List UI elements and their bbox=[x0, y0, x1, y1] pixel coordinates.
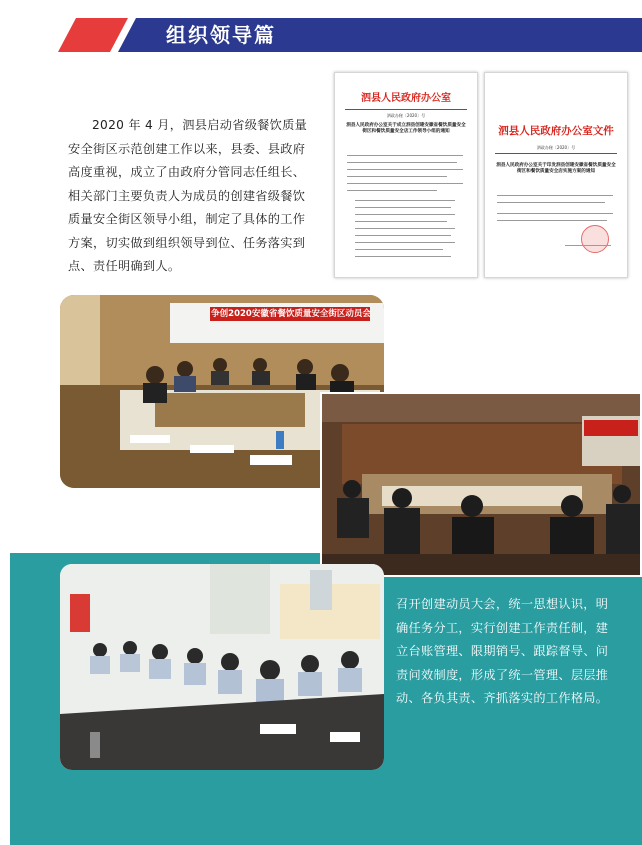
document-thumbnail-1 bbox=[334, 72, 478, 278]
meeting-photo-3-illustration bbox=[60, 564, 384, 770]
document-2-header: 泗县人民政府办公室文件 bbox=[498, 125, 614, 137]
document-thumbnail-2 bbox=[484, 72, 628, 278]
document-2-subject: 泗县人民政府办公室关于印发泗县创建安徽省餐饮质量安全街区和餐饮质量安全店实施方案的通知 bbox=[496, 163, 616, 174]
document-1-number: 泗政办秘〔2020〕号 bbox=[386, 113, 426, 118]
red-seal-stamp bbox=[581, 225, 609, 253]
officers-meeting-photo bbox=[60, 564, 384, 770]
conference-hall-photo bbox=[320, 392, 642, 577]
document-2-red-rule bbox=[495, 153, 617, 154]
intro-paragraph: 2020 年 4 月，泗县启动省级餐饮质量安全街区示范创建工作以来，县委、县政府高度重视，成立了由政府分管同志任组长、相关部门主要负责人为成员的创建省级餐饮质量安全街区领导小组，制定了具体的工作方案，切实做到组织领导到位、任务落实到点、责任明确到人。 bbox=[68, 118, 308, 273]
page-title: 组织领导篇 bbox=[166, 23, 276, 47]
document-2-number: 泗政办秘〔2020〕号 bbox=[536, 145, 576, 150]
document-2-signature-line bbox=[565, 245, 611, 246]
meeting-banner-text: 争创2020安徽省餐饮质量安全街区动员会 bbox=[211, 309, 371, 319]
document-1-subject: 泗县人民政府办公室关于成立泗县创建安徽省餐饮质量安全街区和餐饮质量安全店工作领导小组的通知 bbox=[346, 123, 466, 134]
header-red-accent bbox=[58, 18, 128, 52]
document-1-red-rule bbox=[345, 109, 467, 110]
closing-paragraph: 召开创建动员大会，统一思想认识，明确任务分工，实行创建工作责任制，建立台账管理、限期销号、跟踪督导、问责问效制度，形成了统一管理、层层推动、各负其责、齐抓落实的工作格局。 bbox=[396, 597, 609, 705]
meeting-photo-2-illustration bbox=[322, 394, 640, 575]
document-1-header: 泗县人民政府办公室 bbox=[361, 93, 451, 104]
